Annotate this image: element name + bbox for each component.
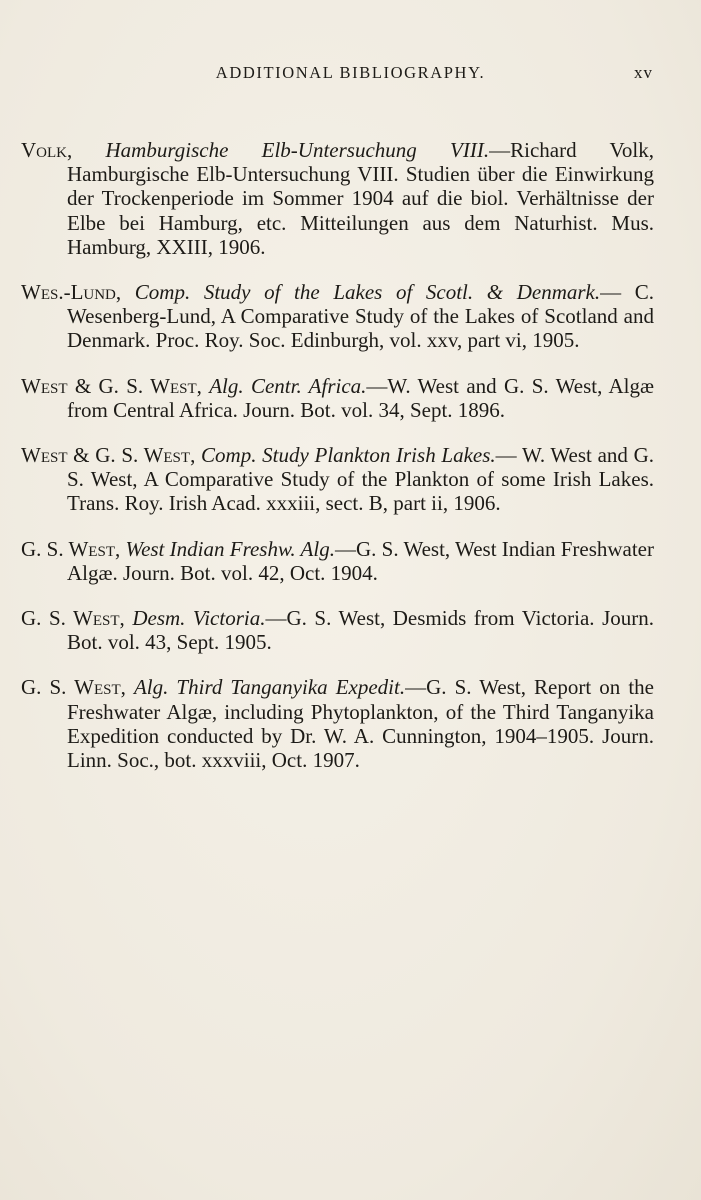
running-head: ADDITIONAL BIBLIOGRAPHY. — [215, 63, 486, 82]
bibliography-entry-tanganyika — [21, 675, 654, 772]
entry-text: —W. West and G. S. West, Algæ from Central Africa. Journ. Bot. vol. 34, Sept. 1896. — [67, 373, 655, 422]
bibliography-entry-wes-lund — [21, 280, 654, 353]
entry-short-title: Alg. Centr. Africa. — [209, 373, 367, 398]
entry-short-title: Hamburgische Elb-Untersuchung VIII. — [105, 138, 490, 162]
entry-author: G. S. West, — [21, 675, 126, 700]
entry-text: — W. West and G. S. West, A Comparative Study of the Plankton of some Irish Lakes. Trans. Roy. Irish Acad. xxxiii, sect. B, part ii, 1906. — [67, 443, 655, 516]
bibliography-entry-west-africa — [21, 374, 654, 422]
entry-author: G. S. West, — [21, 536, 121, 561]
entry-text: —G. S. West, West Indian Freshwater Algæ. Journ. Bot. vol. 42, Oct. 1904. — [67, 536, 655, 585]
entry-short-title: West Indian Freshw. Alg. — [125, 536, 335, 561]
entry-author: West & G. S. West, — [21, 443, 196, 468]
entry-author: West & G. S. West, — [21, 373, 202, 398]
entry-text: —G. S. West, Report on the Freshwater Algæ, including Phytoplankton, of the Third Tanganyika Expedition conducted by Dr. W. A. Cunnington, 1904–1905. Journ. Linn. Soc., bot. xxxviii, Oct. 1907. — [67, 675, 654, 773]
bibliography-entry-victoria — [21, 606, 654, 654]
entry-author: Wes.-Lund, — [21, 280, 122, 305]
entry-author: G. S. West, — [21, 606, 125, 631]
page-number: xv — [634, 63, 653, 82]
bibliography-list — [21, 117, 654, 789]
bibliography-entry-volk — [21, 138, 654, 259]
entry-short-title: Alg. Third Tanganyika Expedit. — [133, 675, 406, 700]
entry-short-title: Comp. Study of the Lakes of Scotl. & Denmark. — [134, 280, 601, 305]
entry-short-title: Desm. Victoria. — [132, 606, 266, 631]
bibliography-entry-west-irish-lakes — [21, 443, 654, 516]
entry-author: Volk, — [21, 138, 73, 162]
bibliography-entry-west-indian — [21, 537, 654, 585]
page-header — [0, 63, 701, 89]
entry-short-title: Comp. Study Plankton Irish Lakes. — [201, 443, 496, 468]
entry-text: — C. Wesenberg-Lund, A Comparative Study of the Lakes of Scotland and Denmark. Proc. Roy. Soc. Edinburgh, vol. xxv, part vi, 1905. — [67, 280, 654, 353]
entry-text: —G. S. West, Desmids from Victoria. Journ. Bot. vol. 43, Sept. 1905. — [67, 606, 654, 655]
entry-text: —Richard Volk, Hamburgische Elb-Untersuchung VIII. Studien über die Einwirkung der Trockenperiode im Sommer 1904 auf die biol. Verhältnisse der Elbe bei Hamburg, etc. Mitteilungen aus dem Naturhist. Mus. Hamburg, XXIII, 1906. — [67, 138, 655, 259]
